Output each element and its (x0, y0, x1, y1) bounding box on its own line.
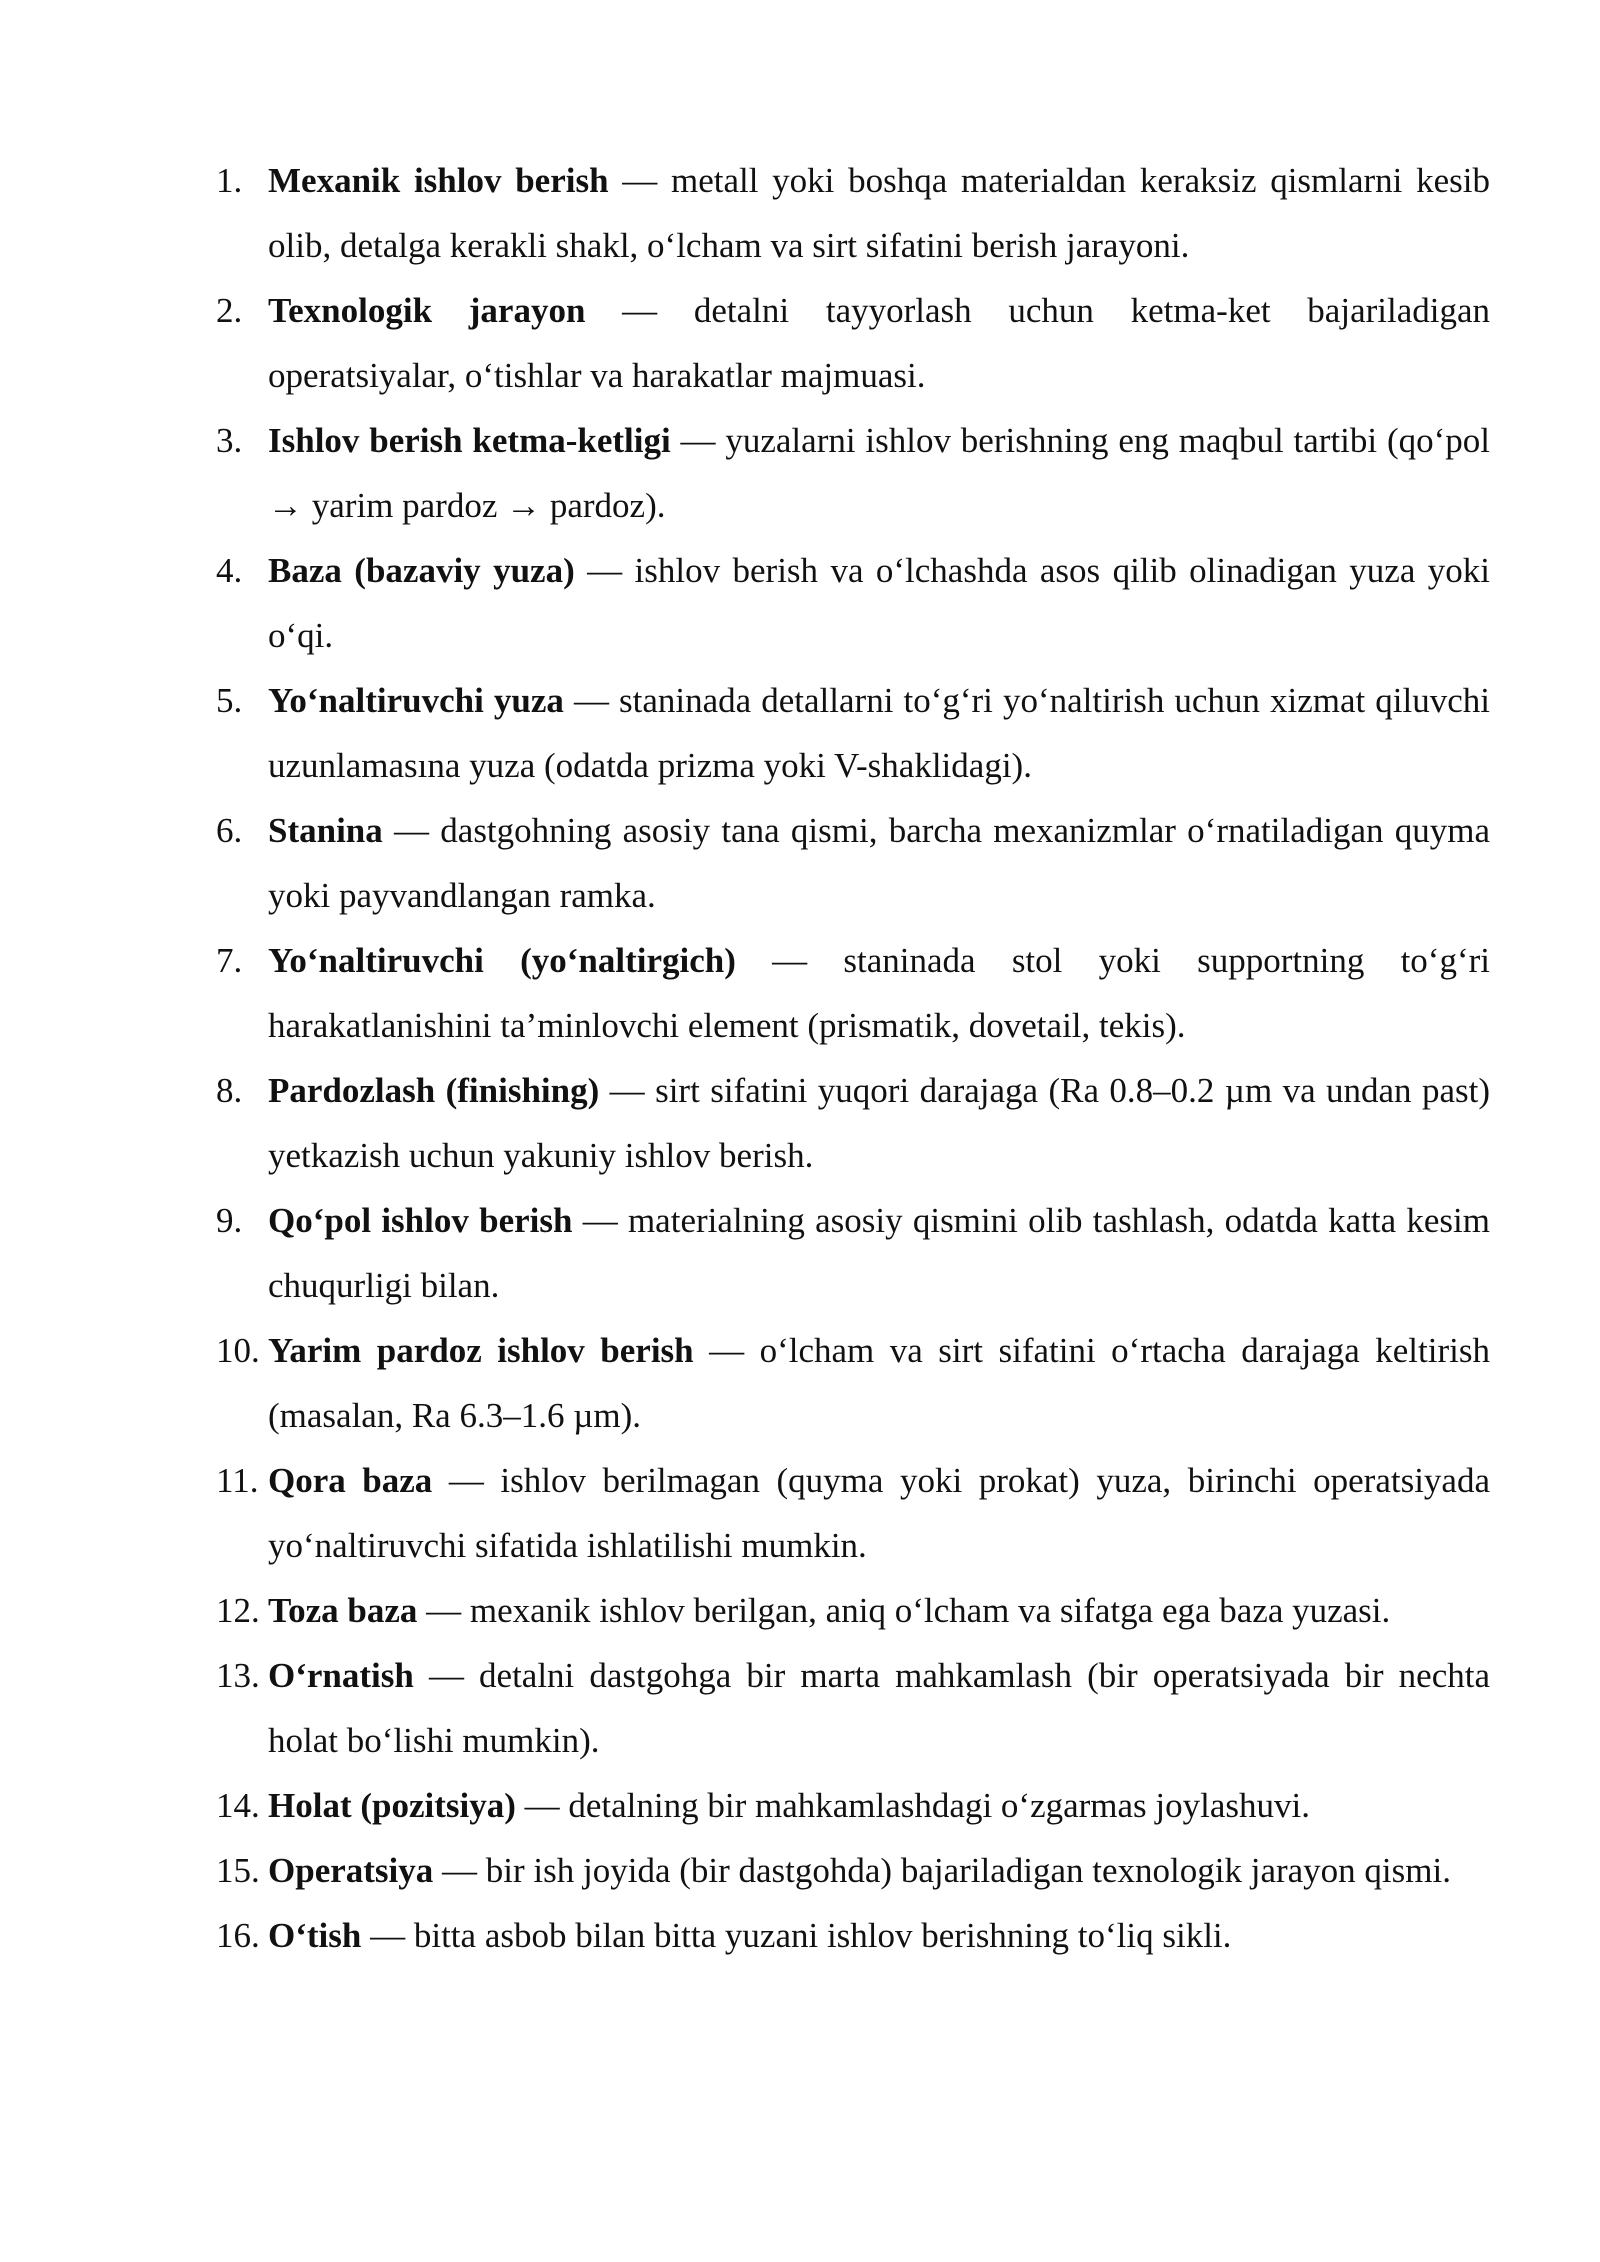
term-name: Holat (pozitsiya) (268, 1786, 516, 1825)
item-text (268, 928, 1490, 1058)
term-definition: — mexanik ishlov berilgan, aniq o‘lcham va sifatga ega baza yuzasi. (417, 1591, 1391, 1630)
term-name: O‘tish (268, 1916, 362, 1955)
term-name: Mexanik ishlov berish (268, 161, 609, 200)
item-number: 12. (216, 1591, 260, 1630)
list-item (216, 1838, 1490, 1903)
list-item (216, 668, 1490, 798)
list-item (216, 538, 1490, 668)
item-number: 4. (216, 551, 243, 590)
item-number: 3. (216, 421, 243, 460)
term-definition: — bitta asbob bilan bitta yuzani ishlov berishning to‘liq sikli. (361, 1916, 1232, 1955)
item-number: 1. (216, 161, 243, 200)
item-number: 16. (216, 1916, 260, 1955)
term-name: Baza (bazaviy yuza) (268, 551, 575, 590)
item-text (268, 148, 1490, 278)
item-number: 5. (216, 681, 243, 720)
item-number: 13. (216, 1656, 260, 1695)
list-item (216, 928, 1490, 1058)
item-text (268, 668, 1490, 798)
item-number: 6. (216, 811, 243, 850)
term-name: Yarim pardoz ishlov berish (268, 1331, 694, 1370)
item-text (268, 1578, 1490, 1643)
list-item (216, 1773, 1490, 1838)
term-definition: — staninada stol yoki supportning to‘g‘ri harakatlanishini ta’minlovchi element (prismatik, dovetail, tekis). (268, 941, 1490, 1045)
item-text (268, 1838, 1490, 1903)
term-name: Qora baza (268, 1461, 433, 1500)
list-item (216, 1188, 1490, 1318)
item-text (268, 408, 1490, 538)
term-name: Pardozlash (finishing) (268, 1071, 600, 1110)
item-text (268, 538, 1490, 668)
term-definition: — sirt sifatini yuqori darajaga (Ra 0.8–0.2 µm va undan past) yetkazish uchun yakuniy ishlov berish. (268, 1071, 1490, 1175)
item-number: 10. (216, 1331, 260, 1370)
term-list (216, 148, 1490, 1968)
term-definition: — materialning asosiy qismini olib tashlash, odatda katta kesim chuqurligi bilan. (268, 1201, 1490, 1305)
item-number: 2. (216, 291, 243, 330)
list-item (216, 1903, 1490, 1968)
item-text (268, 1318, 1490, 1448)
item-text (268, 1773, 1490, 1838)
list-item (216, 1058, 1490, 1188)
list-item (216, 1448, 1490, 1578)
term-definition: — detalning bir mahkamlashdagi o‘zgarmas joylashuvi. (515, 1786, 1311, 1825)
term-name: Ishlov berish ketma-ketligi (268, 421, 671, 460)
list-item (216, 148, 1490, 278)
term-definition: — ishlov berish va o‘lchashda asos qilib olinadigan yuza yoki o‘qi. (268, 551, 1490, 655)
term-definition: — detalni tayyorlash uchun ketma-ket bajariladigan operatsiyalar, o‘tishlar va harakatlar majmuasi. (268, 291, 1490, 395)
term-definition: — o‘lcham va sirt sifatini o‘rtacha darajaga keltirish (masalan, Ra 6.3–1.6 µm). (268, 1331, 1490, 1435)
term-name: Toza baza (268, 1591, 418, 1630)
item-text (268, 1643, 1490, 1773)
item-text (268, 1058, 1490, 1188)
list-item (216, 798, 1490, 928)
item-text (268, 1448, 1490, 1578)
item-number: 14. (216, 1786, 260, 1825)
term-definition: — ishlov berilmagan (quyma yoki prokat) yuza, birinchi operatsiyada yo‘naltiruvchi sifatida ishlatilishi mumkin. (268, 1461, 1490, 1565)
item-text (268, 1188, 1490, 1318)
list-item (216, 1643, 1490, 1773)
item-number: 8. (216, 1071, 243, 1110)
term-name: Qo‘pol ishlov berish (268, 1201, 573, 1240)
item-text (268, 278, 1490, 408)
term-name: O‘rnatish (268, 1656, 414, 1695)
item-text (268, 798, 1490, 928)
term-definition: — bir ish joyida (bir dastgohda) bajariladigan texnologik jarayon qismi. (433, 1851, 1451, 1890)
list-item (216, 1578, 1490, 1643)
term-name: Operatsiya (268, 1851, 434, 1890)
list-item (216, 408, 1490, 538)
item-number: 11. (216, 1461, 259, 1500)
item-number: 15. (216, 1851, 260, 1890)
list-item (216, 278, 1490, 408)
item-number: 9. (216, 1201, 243, 1240)
list-item (216, 1318, 1490, 1448)
item-text (268, 1903, 1490, 1968)
term-name: Stanina (268, 811, 383, 850)
term-definition: — dastgohning asosiy tana qismi, barcha mexanizmlar o‘rnatiladigan quyma yoki payvandlangan ramka. (268, 811, 1490, 915)
term-name: Yo‘naltiruvchi (yo‘naltirgich) (268, 941, 736, 980)
term-definition: — staninada detallarni to‘g‘ri yo‘naltirish uchun xizmat qiluvchi uzunlamasına yuza (odatda prizma yoki V-shaklidagi). (268, 681, 1490, 785)
item-number: 7. (216, 941, 243, 980)
term-name: Texnologik jarayon (268, 291, 586, 330)
term-definition: — yuzalarni ishlov berishning eng maqbul tartibi (qo‘pol → yarim pardoz → pardoz). (268, 421, 1490, 525)
term-definition: — metall yoki boshqa materialdan keraksiz qismlarni kesib olib, detalga kerakli shakl, o‘lcham va sirt sifatini berish jarayoni. (268, 161, 1490, 265)
term-name: Yo‘naltiruvchi yuza (268, 681, 564, 720)
term-definition: — detalni dastgohga bir marta mahkamlash (bir operatsiyada bir nechta holat bo‘lishi mumkin). (268, 1656, 1490, 1760)
